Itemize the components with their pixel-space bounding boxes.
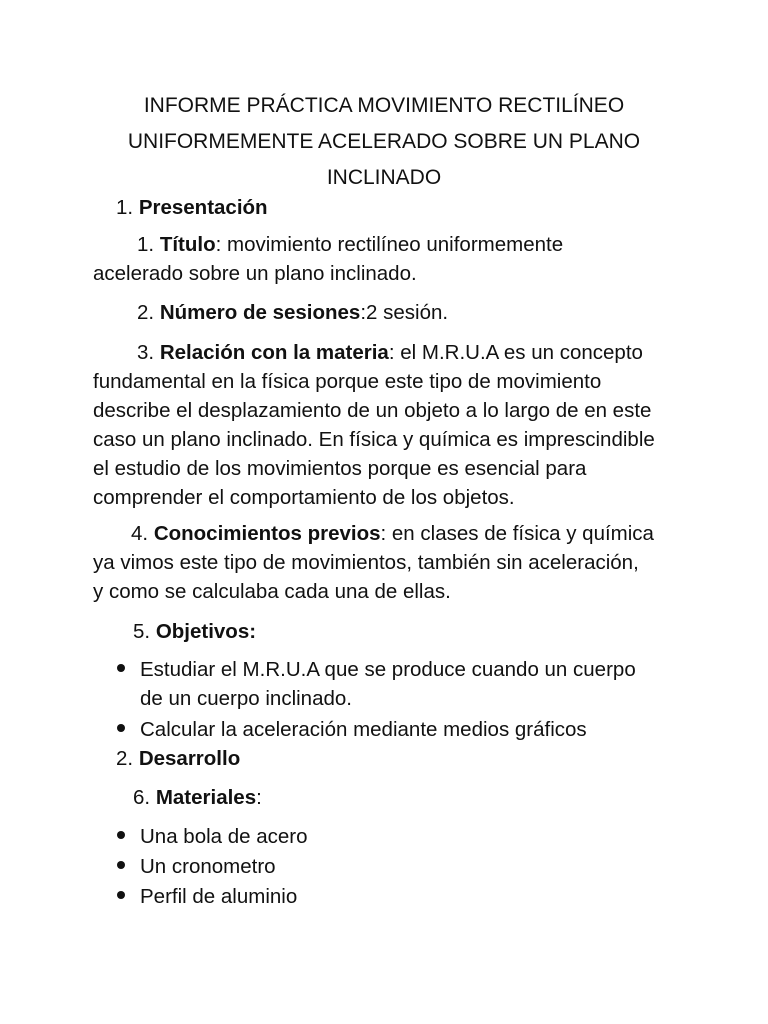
item-number: 5. (133, 620, 151, 643)
material-item: Perfil de aluminio (140, 885, 298, 908)
item-number: 3. (137, 341, 155, 364)
title-line-3: INCLINADO (326, 166, 442, 189)
item-value: :2 sesión. (360, 301, 449, 324)
objetivo-text: Estudiar el M.R.U.A que se produce cuando un cuerpo (140, 658, 636, 681)
item-text-line-2: ya vimos este tipo de movimientos, también sin aceleración, (93, 551, 639, 574)
item-titulo (93, 230, 713, 288)
item-text: : en clases de física y química (380, 522, 654, 545)
item-text-line-5: el estudio de los movimientos porque es esencial para (93, 457, 587, 480)
heading-number: 2. (116, 747, 134, 770)
item-materiales (133, 783, 262, 812)
item-number: 4. (131, 522, 149, 545)
item-number: 1. (137, 233, 155, 256)
item-label: Número de sesiones (159, 301, 361, 324)
title-line-1: INFORME PRÁCTICA MOVIMIENTO RECTILÍNEO (143, 94, 625, 117)
bullet-icon (117, 891, 125, 899)
heading-presentacion (116, 193, 268, 222)
item-text: : movimiento rectilíneo uniformemente (215, 233, 564, 256)
bullet-icon (117, 861, 125, 869)
objetivo-item: Calcular la aceleración mediante medios gráficos (140, 718, 587, 741)
item-label: Objetivos: (155, 620, 257, 643)
item-number: 6. (133, 786, 151, 809)
bullet-icon (117, 664, 125, 672)
item-text-line-4: caso un plano inclinado. En física y química es imprescindible (93, 428, 655, 451)
item-label: Materiales (155, 786, 257, 809)
material-item: Un cronometro (140, 855, 276, 878)
heading-desarrollo (116, 744, 240, 773)
item-objetivos (133, 617, 256, 646)
item-text-line-3: y como se calculaba cada una de ellas. (93, 580, 451, 603)
item-suffix: : (256, 786, 262, 809)
material-item: Una bola de acero (140, 825, 308, 848)
item-number: 2. (137, 301, 155, 324)
heading-number: 1. (116, 196, 134, 219)
item-relacion (93, 338, 713, 512)
objetivo-text-continued: de un cuerpo inclinado. (140, 687, 352, 710)
bullet-icon (117, 831, 125, 839)
item-conocimientos (93, 519, 713, 606)
title-line-2: UNIFORMEMENTE ACELERADO SOBRE UN PLANO (127, 130, 641, 153)
item-label: Título (159, 233, 216, 256)
item-text-continued: acelerado sobre un plano inclinado. (93, 262, 417, 285)
document-title (70, 88, 698, 196)
item-text: : el M.R.U.A es un concepto (388, 341, 643, 364)
bullet-icon (117, 724, 125, 732)
heading-label: Desarrollo (138, 747, 241, 770)
item-label: Conocimientos previos (153, 522, 381, 545)
item-sesiones (137, 298, 448, 327)
item-text-line-6: comprender el comportamiento de los objetos. (93, 486, 515, 509)
item-label: Relación con la materia (159, 341, 389, 364)
objetivo-item (140, 655, 760, 713)
heading-label: Presentación (138, 196, 268, 219)
item-text-line-2: fundamental en la física porque este tipo de movimiento (93, 370, 602, 393)
item-text-line-3: describe el desplazamiento de un objeto a lo largo de en este (93, 399, 652, 422)
